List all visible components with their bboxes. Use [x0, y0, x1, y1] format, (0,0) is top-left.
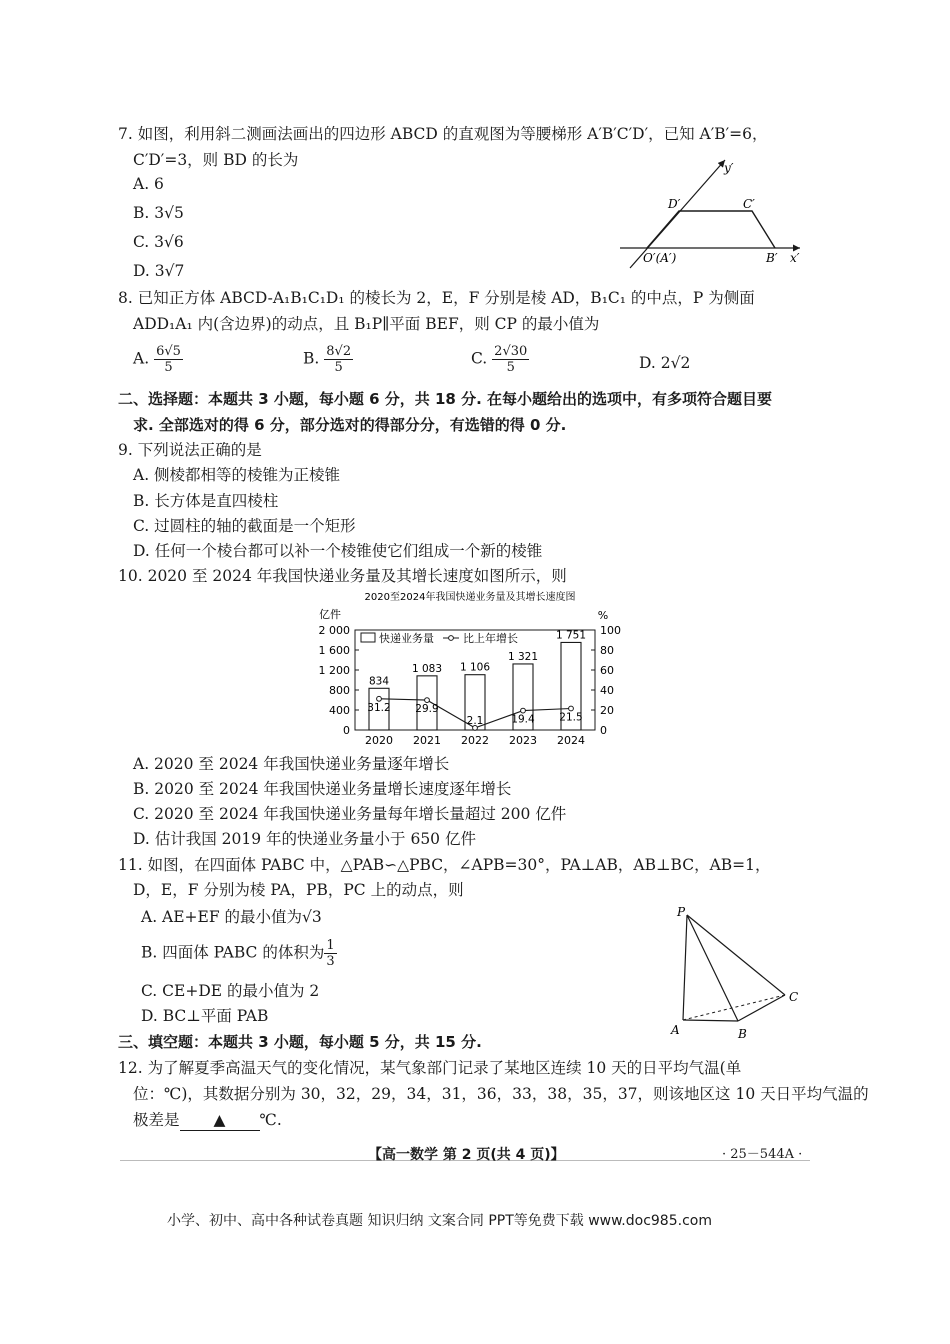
q10-stem: 10. 2020 至 2024 年我国快递业务量及其增长速度如图所示，则: [118, 567, 567, 585]
q12-line1: 12. 为了解夏季高温天气的变化情况，某气象部门记录了某地区连续 10 天的日平均气温(单: [118, 1059, 742, 1077]
xtick-label: 2022: [461, 734, 489, 747]
q8-option-b-fraction: [324, 344, 353, 375]
q8-stem-line1: 8. 已知正方体 ABCD-A₁B₁C₁D₁ 的棱长为 2，E，F 分别是棱 AD，B₁C₁ 的中点，P 为侧面: [118, 289, 755, 307]
label-y: y′: [724, 161, 734, 175]
q7-option-a: A. 6: [133, 175, 164, 193]
ytick-right-label: 60: [600, 664, 614, 677]
q8-option-b: [303, 344, 353, 375]
label-a: A: [671, 1023, 680, 1037]
edge-pb: [687, 915, 738, 1021]
chart-ylabel-left: 亿件: [319, 608, 341, 621]
q8-option-a: [133, 344, 183, 375]
ytick-left-label: 400: [329, 704, 350, 717]
q10-option-b: B. 2020 至 2024 年我国快递业务量增长速度逐年增长: [133, 780, 512, 798]
ytick-left-label: 800: [329, 684, 350, 697]
q11-b-num: 1: [326, 938, 335, 953]
q8-c-num: 2√30: [494, 344, 528, 359]
q8-option-a-fraction: [154, 344, 183, 375]
growth-value-label: 19.4: [511, 713, 535, 726]
q11-option-c: C. CE+DE 的最小值为 2: [141, 982, 320, 1000]
q7-trapezoid-figure: [610, 150, 810, 270]
ytick-left-label: 1 600: [318, 644, 350, 657]
q7-stem-line2: C′D′=3，则 BD 的长为: [133, 151, 299, 169]
label-b: B: [738, 1027, 747, 1040]
section2-header-line1: 二、选择题：本题共 3 小题，每小题 6 分，共 18 分. 在每小题给出的选项中，有多项符合题目要: [118, 390, 773, 408]
growth-value-label: 21.5: [559, 711, 583, 724]
q10-option-d: D. 估计我国 2019 年的快递业务量小于 650 亿件: [133, 830, 476, 848]
q9-stem: 9. 下列说法正确的是: [118, 441, 262, 459]
chart-legend: [361, 631, 518, 645]
section2-header-line2: 求. 全部选对的得 6 分，部分选对的得部分分，有选错的得 0 分.: [133, 416, 567, 434]
q12-line3: [133, 1110, 282, 1131]
label-d: D′: [668, 197, 681, 211]
express-delivery-chart: [300, 588, 640, 750]
label-b: B′: [766, 251, 778, 265]
q11-option-b-text: B. 四面体 PABC 的体积为: [141, 943, 325, 962]
edge-ac-hidden: [683, 995, 785, 1020]
growth-point: [425, 698, 430, 703]
xtick-label: 2023: [509, 734, 537, 747]
label-c: C: [789, 990, 799, 1004]
trapezoid-shape: [647, 211, 775, 248]
q11-option-a: A. AE+EF 的最小值为√3: [141, 908, 322, 926]
q11-option-b-fraction: [324, 938, 336, 969]
edge-bc: [738, 995, 785, 1021]
growth-value-label: 2.1: [466, 714, 484, 727]
growth-point: [569, 706, 574, 711]
q7-option-c: C. 3√6: [133, 233, 184, 251]
q8-option-c-letter: C.: [471, 349, 488, 368]
ytick-right-label: 0: [600, 724, 607, 737]
ytick-right-label: 80: [600, 644, 614, 657]
q10-option-c: C. 2020 至 2024 年我国快递业务量每年增长量超过 200 亿件: [133, 805, 567, 823]
edge-pa: [683, 915, 687, 1020]
ytick-left-label: 2 000: [318, 624, 350, 637]
answer-blank[interactable]: [180, 1110, 260, 1131]
bar-value-label: 1 321: [507, 650, 539, 663]
chart-title: 2020至2024年我国快递业务量及其增长速度图: [364, 592, 576, 603]
q8-option-b-letter: B.: [303, 349, 320, 368]
chart-growth-line: [367, 696, 582, 730]
q7-stem-line1: 7. 如图，利用斜二测画法画出的四边形 ABCD 的直观图为等腰梯形 A′B′C′D′，已知 A′B′=6，: [118, 125, 768, 143]
xtick-label: 2024: [557, 734, 585, 747]
q11-stem-line2: D，E，F 分别为棱 PA，PB，PC 上的动点，则: [133, 881, 464, 899]
legend-line-label: 比上年增长: [463, 632, 518, 645]
q7-option-d: D. 3√7: [133, 262, 185, 280]
q7-option-b: B. 3√5: [133, 204, 184, 222]
growth-value-label: 31.2: [367, 701, 391, 714]
q8-b-num: 8√2: [326, 344, 352, 359]
q8-option-d: [639, 353, 690, 373]
edge-pc: [687, 915, 785, 995]
label-c: C′: [743, 197, 755, 211]
q8-b-den: 5: [334, 360, 343, 375]
ytick-left-label: 0: [343, 724, 350, 737]
ytick-right-label: 100: [600, 624, 621, 637]
q9-option-d: D. 任何一个棱台都可以补一个棱锥使它们组成一个新的棱锥: [133, 542, 543, 560]
growth-value-label: 29.9: [415, 703, 439, 716]
bar-value-label: 1 083: [411, 662, 443, 675]
legend-bar-label: 快递业务量: [379, 632, 434, 645]
page-code: · 25－544A ·: [722, 1147, 803, 1162]
q11-option-d: D. BC⊥平面 PAB: [141, 1007, 269, 1025]
edge-ab: [683, 1020, 738, 1021]
growth-point: [521, 708, 526, 713]
q8-stem-line2: ADD₁A₁ 内(含边界)的动点，且 B₁P∥平面 BEF，则 CP 的最小值为: [133, 315, 600, 333]
bar-value-label: 1 106: [459, 661, 491, 674]
xtick-label: 2021: [413, 734, 441, 747]
page-footer: 【高一数学 第 2 页(共 4 页)】: [368, 1147, 565, 1163]
q12-line3-suffix: ℃.: [259, 1111, 282, 1129]
q11-tetrahedron-figure: [665, 900, 815, 1040]
legend-bar-swatch: [361, 633, 375, 642]
q9-option-a: A. 侧棱都相等的棱锥为正棱锥: [133, 466, 341, 484]
label-x: x′: [790, 251, 800, 265]
ytick-right-label: 40: [600, 684, 614, 697]
download-watermark: 小学、初中、高中各种试卷真题 知识归纳 文案合同 PPT等免费下载 www.doc985.com: [167, 1213, 712, 1229]
q11-b-den: 3: [326, 954, 335, 969]
growth-point: [377, 696, 382, 701]
q11-option-b: [141, 938, 337, 969]
q11-stem-line1: 11. 如图，在四面体 PABC 中，△PAB∽△PBC，∠APB=30°，PA⊥AB，AB⊥BC，AB=1，: [118, 856, 771, 874]
q8-option-c: [471, 344, 529, 375]
q10-option-a: A. 2020 至 2024 年我国快递业务量逐年增长: [133, 755, 450, 773]
chart-ylabel-right: %: [597, 609, 609, 622]
q12-line2: 位：℃)，其数据分别为 30，32，29，34，31，36，33，38，35，37，则该地区这 10 天日平均气温的: [133, 1085, 869, 1103]
ytick-right-label: 20: [600, 704, 614, 717]
q8-option-a-letter: A.: [133, 349, 150, 368]
q12-line3-prefix: 极差是: [133, 1111, 180, 1129]
legend-line-marker: [449, 636, 454, 641]
q8-option-c-fraction: [492, 344, 529, 375]
label-p: P: [677, 905, 686, 919]
q9-option-b: B. 长方体是直四棱柱: [133, 492, 279, 510]
xtick-label: 2020: [365, 734, 393, 747]
bar-value-label: 1 751: [555, 629, 587, 642]
ytick-left-label: 1 200: [318, 664, 350, 677]
label-o: O′(A′): [643, 251, 677, 265]
q8-option-d-letter: D.: [639, 354, 656, 372]
bar-value-label: 834: [368, 675, 390, 688]
q8-option-d-text: 2√2: [660, 354, 691, 372]
section3-header: 三、填空题：本题共 3 小题，每小题 5 分，共 15 分.: [118, 1033, 482, 1051]
q9-option-c: C. 过圆柱的轴的截面是一个矩形: [133, 517, 356, 535]
blank-triangle-mark: ▲: [213, 1111, 226, 1129]
q8-c-den: 5: [506, 360, 515, 375]
q8-a-num: 6√5: [156, 344, 181, 359]
q8-a-den: 5: [164, 360, 173, 375]
